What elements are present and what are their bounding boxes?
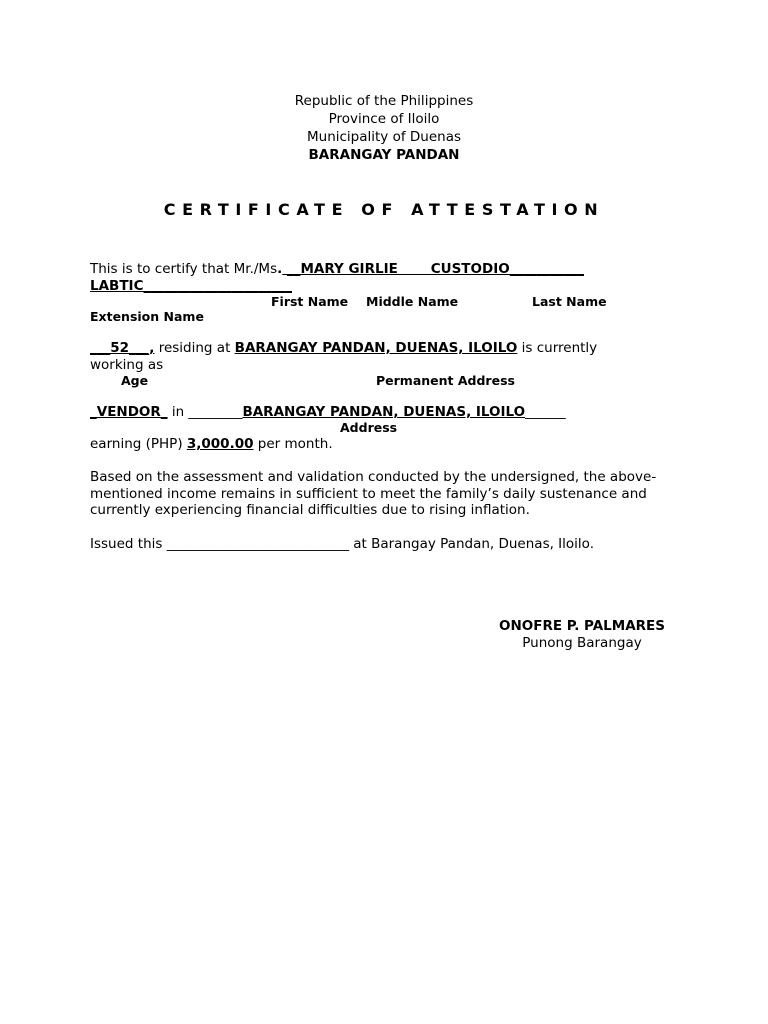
issued-post: at Barangay Pandan, Duenas, Iloilo. bbox=[348, 536, 594, 552]
work-address-trail: ______ bbox=[525, 404, 566, 420]
label-permanent-address: Permanent Address bbox=[376, 373, 515, 388]
signatory-block bbox=[496, 618, 668, 652]
label-last-name: Last Name bbox=[532, 294, 607, 309]
job-value: _VENDOR_ bbox=[90, 404, 168, 420]
earning-pre: earning (PHP) bbox=[90, 436, 187, 452]
letterhead-municipality: Municipality of Duenas bbox=[306, 129, 462, 145]
certify-line bbox=[90, 261, 584, 277]
issued-pre: Issued this bbox=[90, 536, 167, 552]
label-middle-name: Middle Name bbox=[366, 294, 459, 309]
residence-line bbox=[90, 340, 597, 356]
person-name: __MARY GIRLIE CUSTODIO___________ bbox=[282, 261, 584, 277]
earning-line bbox=[90, 436, 333, 452]
label-extension-name: Extension Name bbox=[90, 309, 204, 324]
letterhead-province: Province of Iloilo bbox=[328, 111, 440, 127]
work-address-value: BARANGAY PANDAN, DUENAS, ILOILO bbox=[242, 404, 526, 420]
earning-post: per month. bbox=[253, 436, 333, 452]
assessment-paragraph: Based on the assessment and validation conducted by the undersigned, the above-mentioned income remains in sufficient to meet the family’s daily sustenance and currently experiencing financial difficulties due to rising inflation. bbox=[90, 469, 657, 518]
in-text: in ________ bbox=[167, 404, 243, 420]
label-first-name: First Name bbox=[271, 294, 349, 309]
working-as-text: working as bbox=[90, 357, 164, 373]
earning-amount: 3,000.00 bbox=[186, 436, 254, 452]
signatory-position: Punong Barangay bbox=[522, 635, 642, 651]
issued-date-blank: ___________________________ bbox=[166, 536, 349, 552]
work-line bbox=[90, 404, 566, 420]
certify-dot: . bbox=[277, 261, 283, 277]
signatory-name: ONOFRE P. PALMARES bbox=[499, 618, 665, 634]
residing-text: residing at bbox=[154, 340, 235, 356]
letterhead-barangay: BARANGAY PANDAN bbox=[308, 147, 460, 163]
issued-line bbox=[90, 536, 594, 552]
letterhead bbox=[0, 92, 768, 164]
document-title: CERTIFICATE OF ATTESTATION bbox=[163, 200, 605, 219]
age-value: ___52___, bbox=[90, 340, 155, 356]
letterhead-country: Republic of the Philippines bbox=[294, 93, 474, 109]
currently-text: is currently bbox=[517, 340, 598, 356]
person-extension-name: LABTIC______________________ bbox=[90, 278, 292, 294]
certify-lead: This is to certify that Mr./Ms bbox=[90, 261, 278, 277]
label-address: Address bbox=[340, 420, 398, 435]
permanent-address-value: BARANGAY PANDAN, DUENAS, ILOILO bbox=[234, 340, 518, 356]
label-age: Age bbox=[121, 373, 149, 388]
